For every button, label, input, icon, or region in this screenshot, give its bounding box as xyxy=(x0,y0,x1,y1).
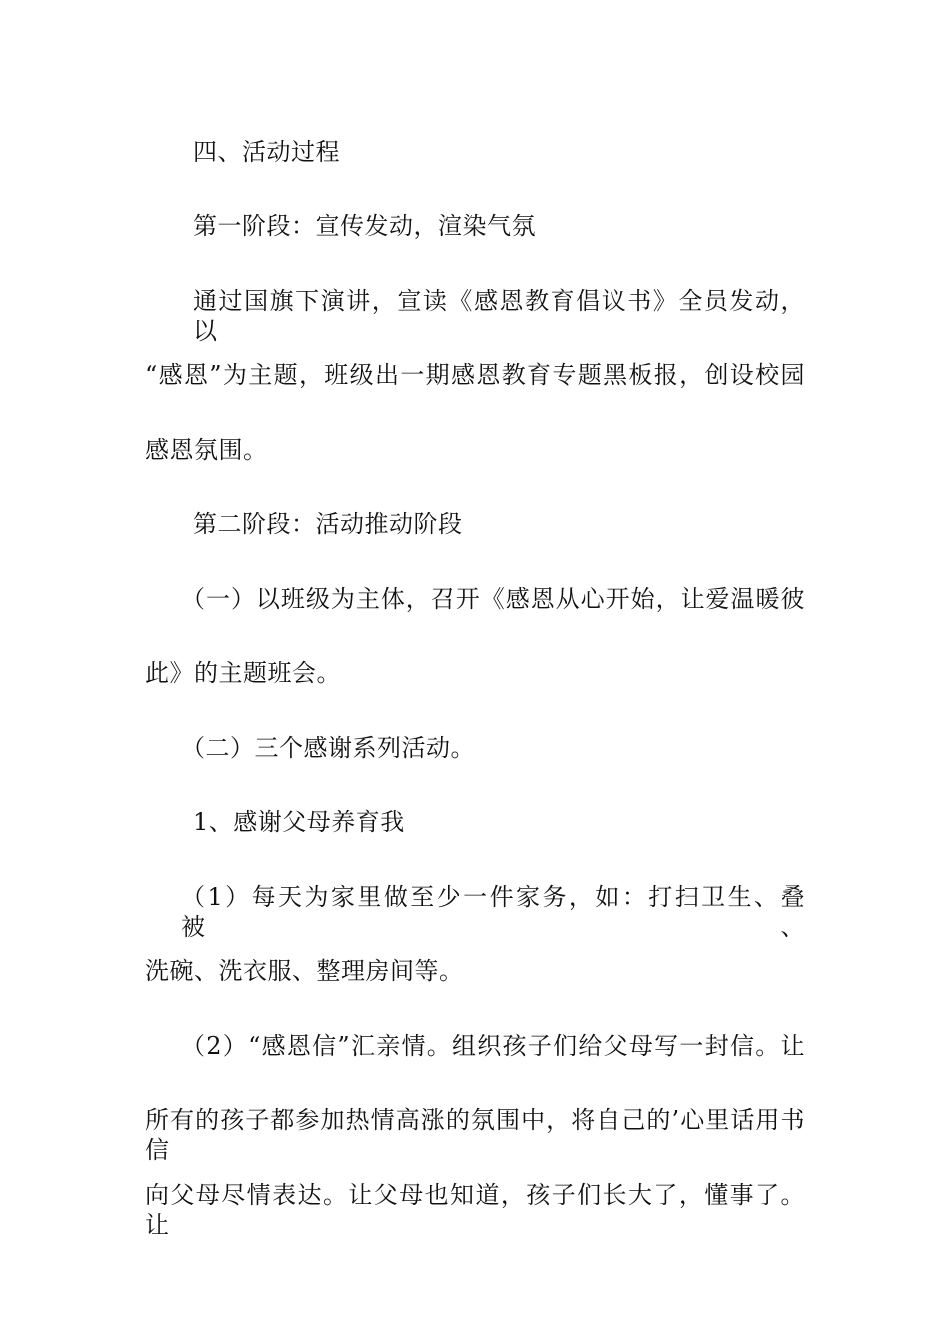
section-heading: 四、活动过程 xyxy=(193,138,340,166)
stage-two-heading: 第二阶段：活动推动阶段 xyxy=(193,510,463,538)
paragraph-line: 向父母尽情表达。让父母也知道，孩子们长大了，懂事了。让 xyxy=(145,1181,805,1239)
paragraph-line: 所有的孩子都参加热情高涨的氛围中，将自己的’心里话用书信 xyxy=(145,1106,805,1164)
paragraph-line: 洗碗、洗衣服、整理房间等。 xyxy=(145,957,464,985)
paragraph-line: “感恩”为主题，班级出一期感恩教育专题黑板报，创设校园 xyxy=(145,361,805,389)
paragraph-line: 感恩氛围。 xyxy=(145,436,268,464)
paragraph-line: （2）“感恩信”汇亲情。组织孩子们给父母写一封信。让 xyxy=(181,1032,805,1060)
paragraph-line: 通过国旗下演讲，宣读《感恩教育倡议书》全员发动，以 xyxy=(193,287,805,345)
subheading: 1、感谢父母养育我 xyxy=(193,808,405,836)
paragraph-line: （一）以班级为主体，召开《感恩从心开始，让爱温暖彼 xyxy=(181,585,805,613)
paragraph-line: （二）三个感谢系列活动。 xyxy=(181,734,475,762)
paragraph-line: （1）每天为家里做至少一件家务，如：打扫卫生、叠被、 xyxy=(181,883,805,941)
paragraph-line: 此》的主题班会。 xyxy=(145,659,341,687)
stage-one-heading: 第一阶段：宣传发动，渲染气氛 xyxy=(193,212,536,240)
